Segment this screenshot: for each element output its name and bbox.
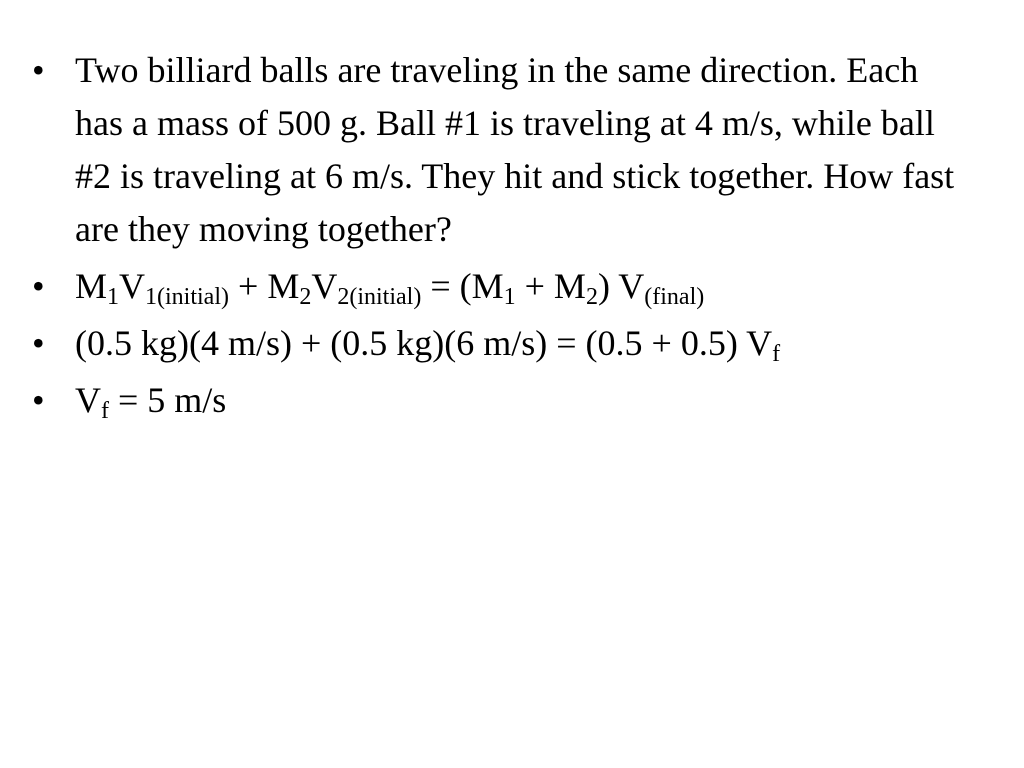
bullet-result <box>28 374 998 427</box>
eq-v1: V <box>119 266 146 306</box>
eq-m2-sub: 2 <box>299 284 312 310</box>
eq-v2: V <box>311 266 338 306</box>
bullet-problem <box>28 44 975 256</box>
result-rest: = 5 m/s <box>109 380 227 420</box>
eq-m1b-sub: 1 <box>503 284 516 310</box>
eq-plus2: + M <box>515 266 586 306</box>
problem-text: Two billiard balls are traveling in the same direction. Each has a mass of 500 g. Ball #1 is traveling at 4 m/s, while ball #2 is traveling at 6 m/s. They hit and stick together. How fast are they moving together? <box>75 50 955 249</box>
eq-vf-sub: (final) <box>644 284 705 310</box>
eq-plus1: + <box>229 266 268 306</box>
result-sub: f <box>101 398 109 424</box>
eq-v2-sub: 2(initial) <box>337 284 422 310</box>
eq-m1: M <box>75 266 108 306</box>
substitution-sub: f <box>772 341 781 367</box>
bullet-equation <box>28 260 998 313</box>
result-v: V <box>75 380 101 420</box>
bullet-substitution <box>28 317 998 370</box>
eq-open: = (M <box>421 266 504 306</box>
eq-m2b-sub: 2 <box>585 284 598 310</box>
eq-m2: M <box>267 266 300 306</box>
eq-close: ) V <box>597 266 645 306</box>
substitution-text: (0.5 kg)(4 m/s) + (0.5 kg)(6 m/s) = (0.5 + 0.5) V <box>75 323 773 363</box>
eq-m1-sub: 1 <box>107 284 120 310</box>
bullet-list <box>28 44 998 431</box>
eq-v1-sub: 1(initial) <box>145 284 229 310</box>
